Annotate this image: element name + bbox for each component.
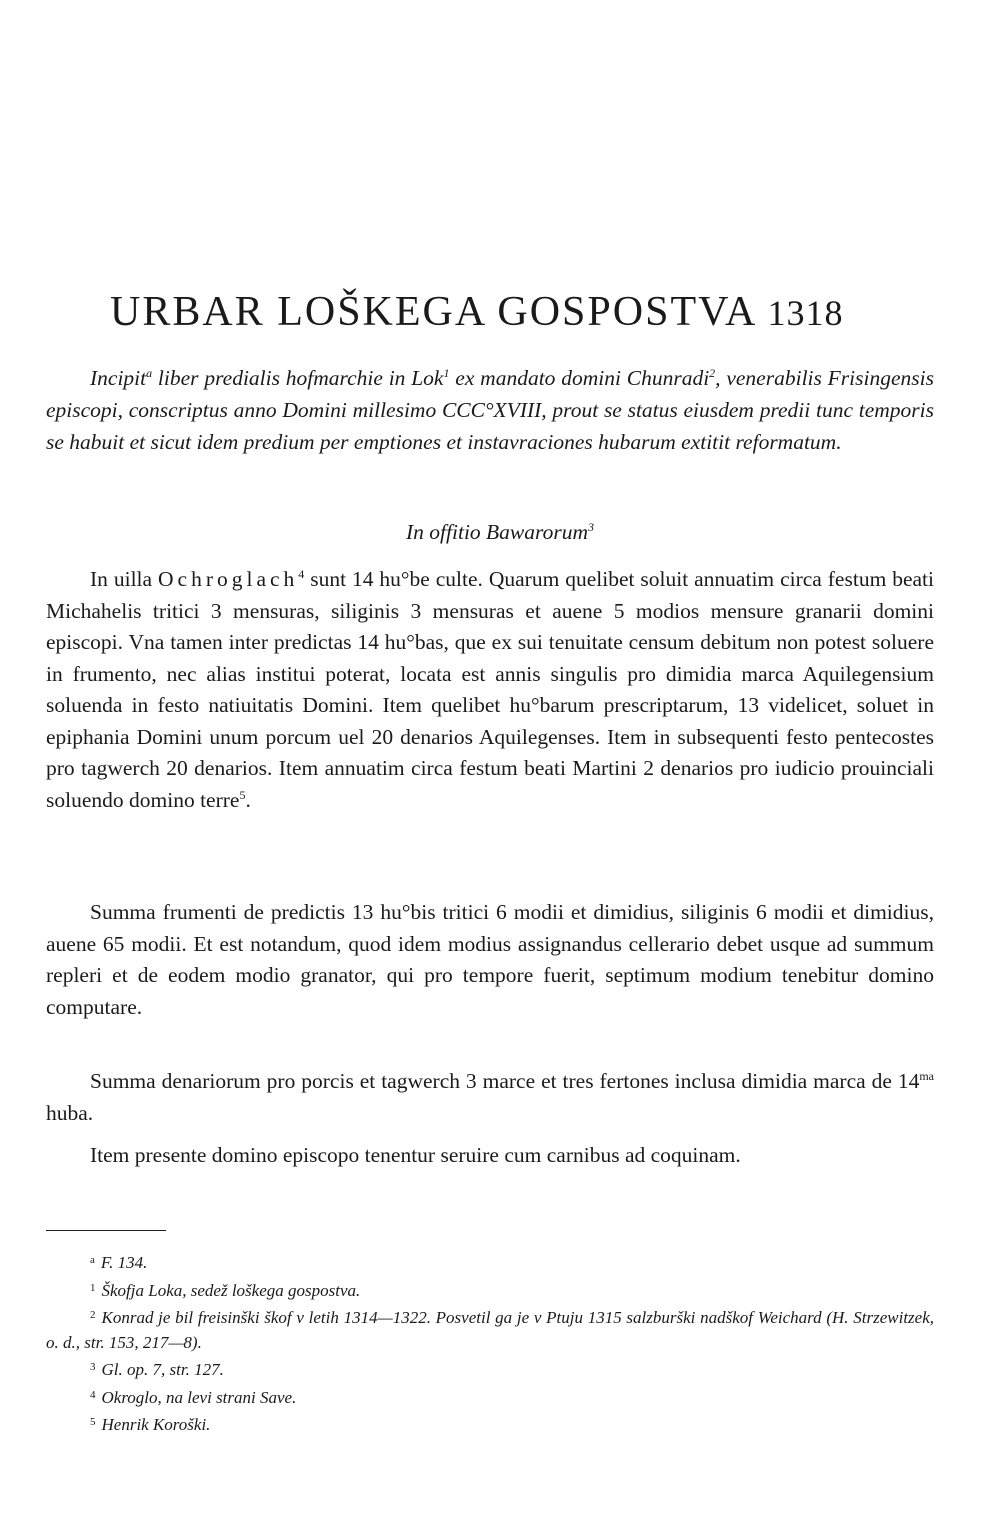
footnote-text: Gl. op. 7, str. 127. [101, 1360, 224, 1379]
footnote-1 [46, 1276, 934, 1304]
footnote-2 [46, 1303, 934, 1355]
footnote-a [46, 1248, 934, 1276]
incipit-text-1: liber predialis hofmarchie in Lok [152, 366, 444, 390]
footnote-ref-1: 1 [443, 366, 450, 380]
footnote-text: Okroglo, na levi strani Save. [101, 1387, 297, 1407]
footnotes-list [46, 1248, 934, 1438]
footnote-text: Henrik Koroški. [101, 1415, 211, 1434]
par3-text-2: huba. [46, 1100, 94, 1125]
body-paragraph-1 [46, 564, 934, 816]
footnote-text: F. 134. [100, 1253, 148, 1272]
footnote-mark: 2 [90, 1309, 96, 1321]
title-year: 1318 [767, 293, 844, 333]
title-text: URBAR LOŠKEGA GOSPOSTVA [110, 289, 756, 335]
page-title [110, 288, 900, 336]
incipit-text-2: ex mandato domini Chunradi [449, 366, 710, 390]
footnote-text: Škofja Loka, sedež loškega gospostva. [101, 1280, 361, 1300]
footnote-ref-5: 5 [239, 787, 246, 802]
par1-text-2: sunt 14 hu°be culte. Quarum quelibet soluit annuatim circa festum beati Michahelis tritici 3 mensuras, siliginis 3 mensuras et auene 5 modios mensure granarii domini episcopi. Vna tamen inter predictas 14 hu°bas, que ex sui tenuitate censum debitum non potest soluere in frumento, nec alias institui poterat, locata est annis singulis pro dimidia marca Aquilegensium soluenda in festo natiuitatis Domini. Item quelibet hu°barum prescriptarum, 13 videlicet, soluet in epiphania Domini unum porcum uel 20 denarios Aquilegenses. Item in subsequenti festo pentecostes pro tagwerch 20 denarios. Item annuatim circa festum beati Martini 2 denarios pro iudicio prouinciali soluendo domino terre [46, 567, 935, 812]
par3-text-1: Summa denariorum pro porcis et tagwerch 3 marce et tres fertones inclusa dimidia marca de 14 [90, 1069, 920, 1093]
body-paragraph-3 [46, 1066, 934, 1129]
section-heading-text: In offitio Bawarorum [406, 520, 588, 544]
footnote-ref-a: a [146, 366, 153, 380]
par1-text-1: In uilla [90, 567, 158, 591]
body-paragraph-2: Summa frumenti de predictis 13 hu°bis tritici 6 modii et dimidius, siliginis 6 modii et dimidius, auene 65 modii. Et est notandum, quod idem modius assignandus cellerario debet usque ad summum repleri et de eodem modio granator, qui pro tempore fuerit, septimum modium tenebitur domino computare. [46, 900, 934, 1019]
footnote-ref-4: 4 [298, 567, 305, 581]
footnote-ref-3: 3 [587, 520, 594, 534]
par3-superscript: ma [919, 1069, 934, 1083]
footnote-mark: 3 [90, 1361, 96, 1373]
footnote-mark: 1 [90, 1281, 96, 1294]
footnote-5 [46, 1410, 934, 1438]
village-name: Ochroglach [158, 567, 299, 591]
incipit-paragraph [46, 362, 934, 458]
incipit-first-word: Incipit [90, 366, 147, 390]
footnote-mark: 5 [90, 1416, 96, 1428]
footnote-3 [46, 1355, 934, 1383]
par1-text-3: . [245, 787, 251, 812]
footnote-divider [46, 1230, 166, 1231]
incipit-text-3: , venerabilis Frisingensis episcopi, conscriptus anno Domini millesimo CCC°XVIII, prout se status eiusdem predii tunc temporis se habuit et sicut idem predium per emptiones et instavraciones hubarum extitit reformatum. [46, 366, 934, 454]
footnote-text: Konrad je bil freisinški škof v letih 1314—1322. Posvetil ga je v Ptuju 1315 salzburški nadškof Weichard (H. Strzewitzek, o. d., str. 153, 217—8). [46, 1308, 934, 1352]
footnote-4 [46, 1383, 934, 1411]
footnote-ref-2: 2 [709, 366, 716, 380]
footnote-mark: 4 [90, 1388, 96, 1401]
body-paragraph-4: Item presente domino episcopo tenentur seruire cum carnibus ad coquinam. [90, 1143, 741, 1167]
section-heading [0, 520, 1000, 545]
footnote-mark: a [90, 1254, 95, 1266]
